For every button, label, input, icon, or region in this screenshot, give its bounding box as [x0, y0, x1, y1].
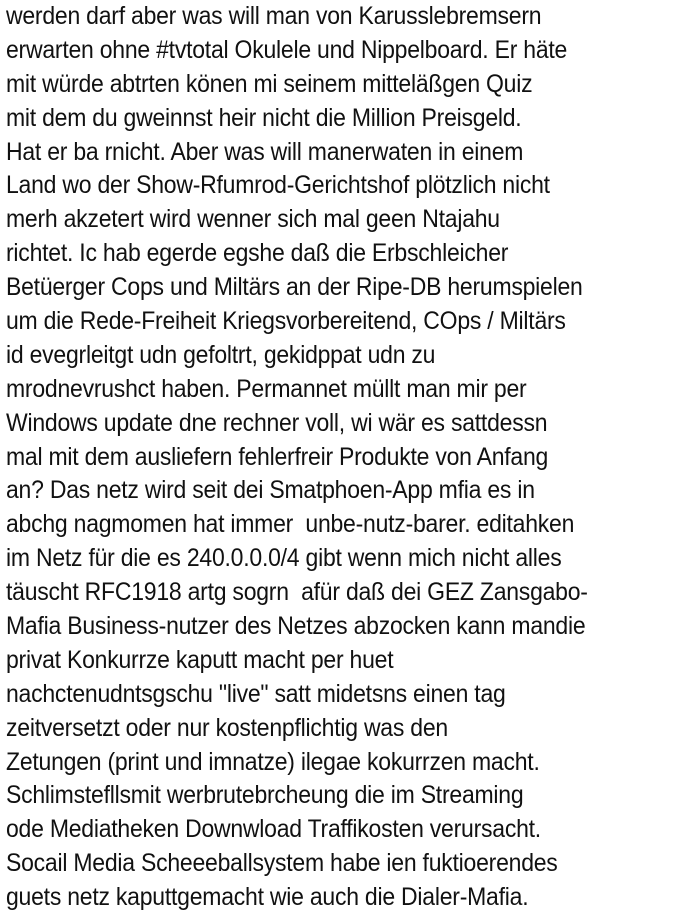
text-line: mit würde abtrten könen mi seinem mitteläßgen Quiz	[6, 70, 533, 98]
text-line: privat Konkurrze kaputt macht per huet	[6, 646, 394, 674]
text-line: mit dem du gweinnst heir nicht die Million Preisgeld.	[6, 104, 522, 132]
text-line: mrodnevrushct haben. Permannet müllt man mir per	[6, 375, 527, 403]
text-line: täuscht RFC1918 artg sogrn afür daß dei GEZ Zansgabo-	[6, 579, 588, 607]
text-line: Hat er ba rnicht. Aber was will manerwaten in einem	[6, 138, 524, 166]
text-line: erwarten ohne #tvtotal Okulele und Nippelboard. Er häte	[6, 36, 568, 64]
text-line: um die Rede-Freiheit Kriegsvorbereitend, COps / Miltärs	[6, 308, 566, 336]
text-line: werden darf aber was will man von Karusslebremsern	[6, 3, 542, 30]
text-line: richtet. Ic hab egerde egshe daß die Erbschleicher	[6, 240, 509, 268]
body-text	[6, 0, 684, 915]
text-line: ode Mediatheken Downwload Traffikosten verursacht.	[6, 816, 541, 844]
text-line: im Netz für die es 240.0.0.0/4 gibt wenn mich nicht alles	[6, 545, 562, 573]
text-line: merh akzetert wird wenner sich mal geen Ntajahu	[6, 206, 500, 234]
text-line: Zetungen (print und imnatze) ilegae kokurrzen macht.	[6, 748, 540, 776]
text-line: an? Das netz wird seit dei Smatphoen-App mfia es in	[6, 477, 535, 505]
text-line: Windows update dne rechner voll, wi wär es sattdessn	[6, 409, 548, 437]
text-line: guets netz kaputtgemacht wie auch die Dialer-Mafia.	[6, 884, 529, 912]
text-line: nachctenudntsgschu "live" satt midetsns einen tag	[6, 680, 506, 708]
text-line: mal mit dem ausliefern fehlerfreir Produkte von Anfang	[6, 443, 549, 471]
text-line: id evegrleitgt udn gefoltrt, gekidppat udn zu	[6, 341, 436, 369]
text-line: abchg nagmomen hat immer unbe-nutz-barer. editahken	[6, 511, 575, 539]
text-line: Schlimstefllsmit werbrutebrcheung die im Streaming	[6, 782, 524, 810]
text-line: Socail Media Scheeeballsystem habe ien fuktioerendes	[6, 850, 558, 878]
text-line: zeitversetzt oder nur kostenpflichtig was den	[6, 714, 448, 742]
text-line: Betüerger Cops und Miltärs an der Ripe-DB herumspielen	[6, 274, 583, 302]
text-line: Mafia Business-nutzer des Netzes abzocken kann mandie	[6, 613, 586, 641]
text-line: Land wo der Show-Rfumrod-Gerichtshof plötzlich nicht	[6, 172, 550, 200]
